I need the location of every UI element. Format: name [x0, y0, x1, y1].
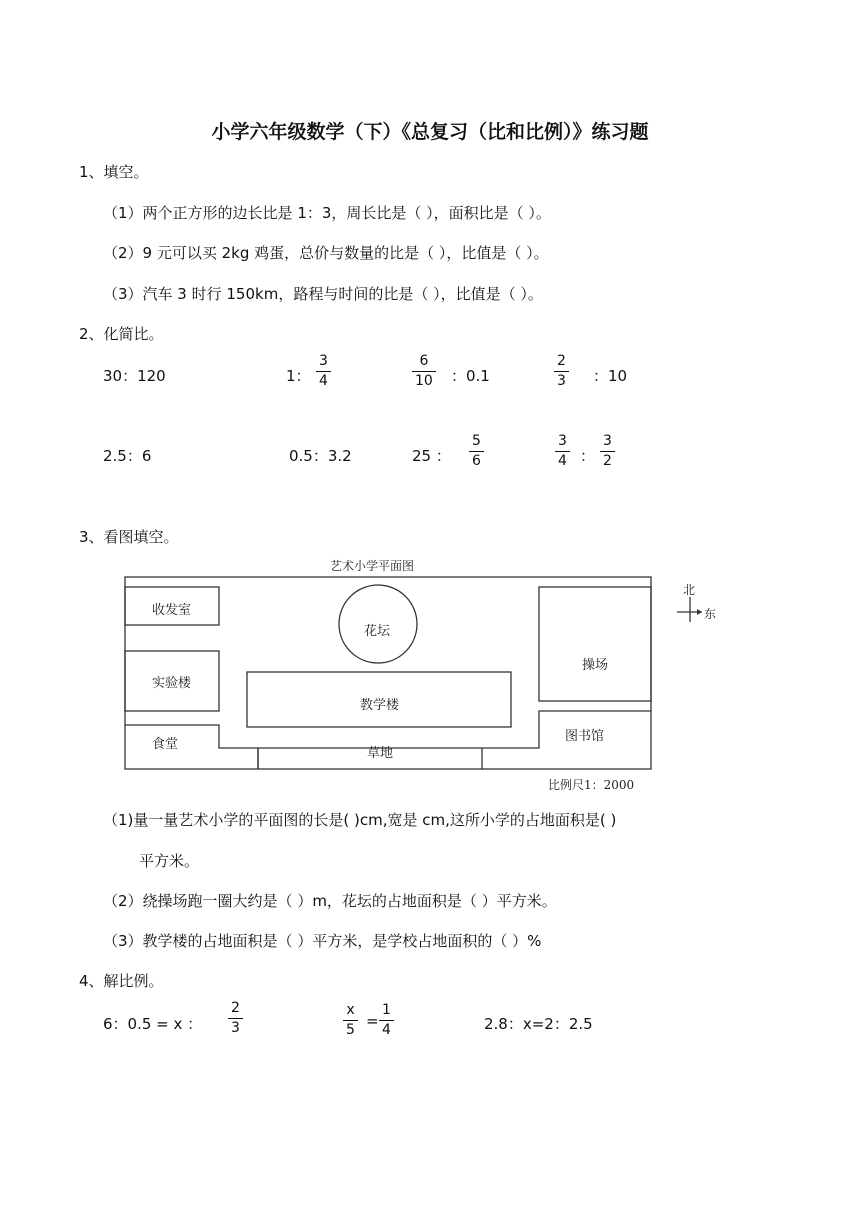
playground-box	[539, 587, 651, 701]
denominator: 5	[346, 1022, 355, 1038]
denominator: 3	[557, 373, 566, 389]
equation-3: 2.8：x=2：2.5	[484, 1015, 593, 1033]
fraction-2-3-eq	[228, 1001, 243, 1036]
numerator: 6	[419, 353, 429, 369]
page-title: 小学六年级数学（下）《总复习（比和比例）》练习题	[211, 121, 649, 143]
ratio-2.5-6: 2.5：6	[103, 447, 152, 465]
numerator: 5	[472, 433, 481, 449]
section-3-heading: 3、看图填空。	[79, 528, 179, 546]
playground-label: 操场	[582, 658, 609, 673]
fraction-x-5	[343, 1003, 358, 1038]
library-label: 图书馆	[565, 729, 605, 744]
question-3-2: （2）绕操场跑一圈大约是（ ）m，花坛的占地面积是（ ）平方米。	[103, 892, 557, 910]
lawn-label: 草地	[367, 746, 394, 761]
numerator: 3	[558, 433, 567, 449]
equation-1-prefix: 6：0.5 = x ：	[103, 1015, 203, 1033]
teaching-building-label: 教学楼	[360, 698, 400, 713]
question-3-1: （1)量一量艺术小学的平面图的长是( )cm,宽是 cm,这所小学的占地面积是( )	[103, 811, 617, 829]
numerator: 3	[319, 353, 328, 369]
numerator: 3	[603, 433, 612, 449]
east-label: 东	[704, 607, 717, 621]
fraction-1-4	[379, 1003, 394, 1038]
ratio-30-120: 30：120	[103, 367, 166, 385]
numerator: 2	[557, 353, 566, 369]
question-1-1: （1）两个正方形的边长比是 1：3，周长比是（ ），面积比是（ ）。	[103, 204, 551, 222]
canteen-label: 食堂	[152, 737, 179, 752]
section-2-heading: 2、化简比。	[79, 325, 164, 343]
denominator: 6	[472, 453, 481, 469]
numerator: x	[346, 1002, 355, 1018]
north-label: 北	[683, 583, 696, 597]
canteen-box	[125, 725, 258, 769]
ratio-1-prefix: 1：	[286, 367, 311, 385]
denominator: 10	[415, 373, 433, 389]
numerator: 1	[382, 1002, 391, 1018]
question-3-1-unit: 平方米。	[139, 852, 200, 870]
section-1-heading: 1、填空。	[79, 163, 149, 181]
denominator: 2	[603, 453, 612, 469]
map-caption: 艺术小学平面图	[330, 559, 415, 573]
flowerbed-label: 花坛	[364, 624, 391, 639]
section-4-heading: 4、解比例。	[79, 972, 164, 990]
question-3-3: （3）教学楼的占地面积是（ ）平方米，是学校占地面积的（ ）%	[103, 932, 542, 950]
denominator: 4	[319, 373, 328, 389]
denominator: 3	[231, 1020, 240, 1036]
ratio-colon: ：	[580, 447, 596, 465]
numerator: 2	[231, 1000, 240, 1016]
lab-label: 实验楼	[152, 676, 192, 691]
ratio-0.1-suffix: ：0.1	[451, 367, 490, 385]
east-arrow-icon	[697, 609, 702, 615]
mailroom-label: 收发室	[152, 603, 192, 618]
denominator: 4	[382, 1022, 391, 1038]
equals-sign: =	[366, 1012, 379, 1030]
ratio-25-prefix: 25 ：	[412, 447, 451, 465]
question-1-3: （3）汽车 3 时行 150km，路程与时间的比是（ ），比值是（ ）。	[103, 285, 543, 303]
ratio-0.5-3.2: 0.5：3.2	[289, 447, 352, 465]
ratio-10-suffix: ：10	[593, 367, 628, 385]
question-1-2: （2）9 元可以买 2kg 鸡蛋，总价与数量的比是（ ），比值是（ ）。	[103, 244, 549, 262]
map-scale: 比例尺1：2000	[548, 778, 635, 792]
denominator: 4	[558, 453, 567, 469]
